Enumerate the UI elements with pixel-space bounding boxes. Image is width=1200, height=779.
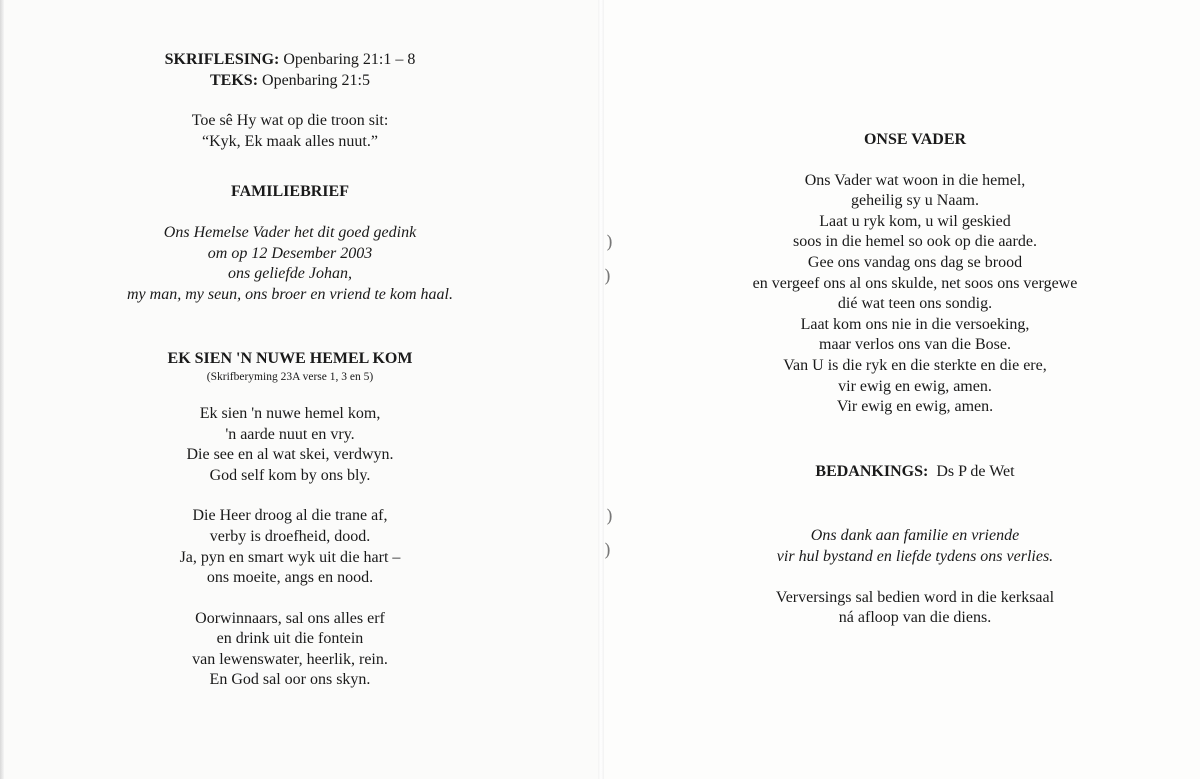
- prayer-line: Laat u ryk kom, u wil geskied: [819, 212, 1011, 230]
- verse-line: En God sal oor ons skyn.: [209, 671, 371, 689]
- staple-mark: ): [606, 506, 614, 527]
- prayer-line: Van U is die ryk en die sterkte en die ere,: [783, 356, 1047, 374]
- prayer-line: Ons Vader wat woon in die hemel,: [804, 171, 1026, 189]
- verse-line: van lewenswater, heerlik, rein.: [192, 650, 388, 668]
- family-letter-line: ons geliefde Johan,: [228, 265, 352, 283]
- text-line: [80, 71, 500, 92]
- verse-line: Ja, pyn en smart wyk uit die hart –: [179, 548, 401, 566]
- thanks-label: BEDANKINGS:: [815, 462, 929, 480]
- prayer-line: vir ewig en ewig, amen.: [838, 377, 992, 395]
- family-letter-line: Ons Hemelse Vader het dit goed gedink: [163, 223, 417, 241]
- prayer-line: Vir ewig en ewig, amen.: [836, 398, 994, 416]
- prayer-title: ONSE VADER: [863, 131, 967, 148]
- staple-mark: ): [606, 232, 614, 253]
- staple-mark: ): [604, 266, 612, 287]
- verse-line: Ek sien 'n nuwe hemel kom,: [199, 404, 381, 422]
- text-reference: Openbaring 21:5: [262, 71, 370, 89]
- verse-line: ons moeite, angs en nood.: [206, 569, 374, 587]
- prayer-line: Laat kom ons nie in die versoeking,: [800, 315, 1030, 333]
- reading-label: SKRIFLESING:: [164, 51, 280, 68]
- verse-line: Oorwinnaars, sal ons alles erf: [195, 609, 385, 627]
- verse-line: verby is droefheid, dood.: [209, 527, 371, 545]
- thanks-name: Ds P de Wet: [936, 462, 1015, 480]
- left-column: [80, 50, 500, 691]
- text-label: TEKS:: [210, 71, 259, 89]
- verse-line: 'n aarde nuut en vry.: [225, 425, 355, 443]
- right-column: [700, 130, 1130, 629]
- verse-line: Die see en al wat skei, verdwyn.: [186, 446, 394, 464]
- hymn-subtitle: (Skrifberyming 23A verse 1, 3 en 5): [206, 370, 374, 383]
- family-letter-title: FAMILIEBRIEF: [231, 183, 349, 201]
- verse-line: God self kom by ons bly.: [209, 466, 371, 484]
- prayer-line: dié wat teen ons sondig.: [837, 295, 993, 313]
- verse-line: Die Heer droog al die trane af,: [192, 507, 388, 525]
- prayer-line: geheilig sy u Naam.: [851, 192, 979, 210]
- thanks-message-line: Ons dank aan familie en vriende: [810, 527, 1020, 545]
- scripture-reading-line: [80, 50, 500, 71]
- family-letter-line: my man, my seun, ons broer en vriend te kom haal.: [126, 285, 453, 303]
- verse-line: en drink uit die fontein: [216, 630, 364, 648]
- prayer-line: en vergeef ons al ons skulde, net soos ons vergewe: [752, 274, 1078, 292]
- center-fold: [598, 0, 604, 779]
- prayer-line: maar verlos ons van die Bose.: [819, 336, 1011, 354]
- thanks-line: [700, 462, 1130, 483]
- quote-line: “Kyk, Ek maak alles nuut.”: [202, 132, 378, 150]
- hymn-title: EK SIEN 'N NUWE HEMEL KOM: [167, 350, 413, 368]
- prayer-line: Gee ons vandag ons dag se brood: [807, 253, 1023, 271]
- reading-reference: Openbaring 21:1 – 8: [283, 51, 416, 68]
- page-edge-shadow: [0, 0, 4, 779]
- staple-mark: ): [604, 540, 612, 561]
- family-letter-line: om op 12 Desember 2003: [207, 244, 373, 262]
- refreshments-line: Verversings sal bedien word in die kerksaal: [775, 588, 1055, 606]
- thanks-message-line: vir hul bystand en liefde tydens ons verlies.: [776, 547, 1054, 565]
- refreshments-line: ná afloop van die diens.: [838, 609, 992, 627]
- quote-line: Toe sê Hy wat op die troon sit:: [191, 112, 389, 130]
- prayer-line: soos in die hemel so ook op die aarde.: [793, 233, 1037, 251]
